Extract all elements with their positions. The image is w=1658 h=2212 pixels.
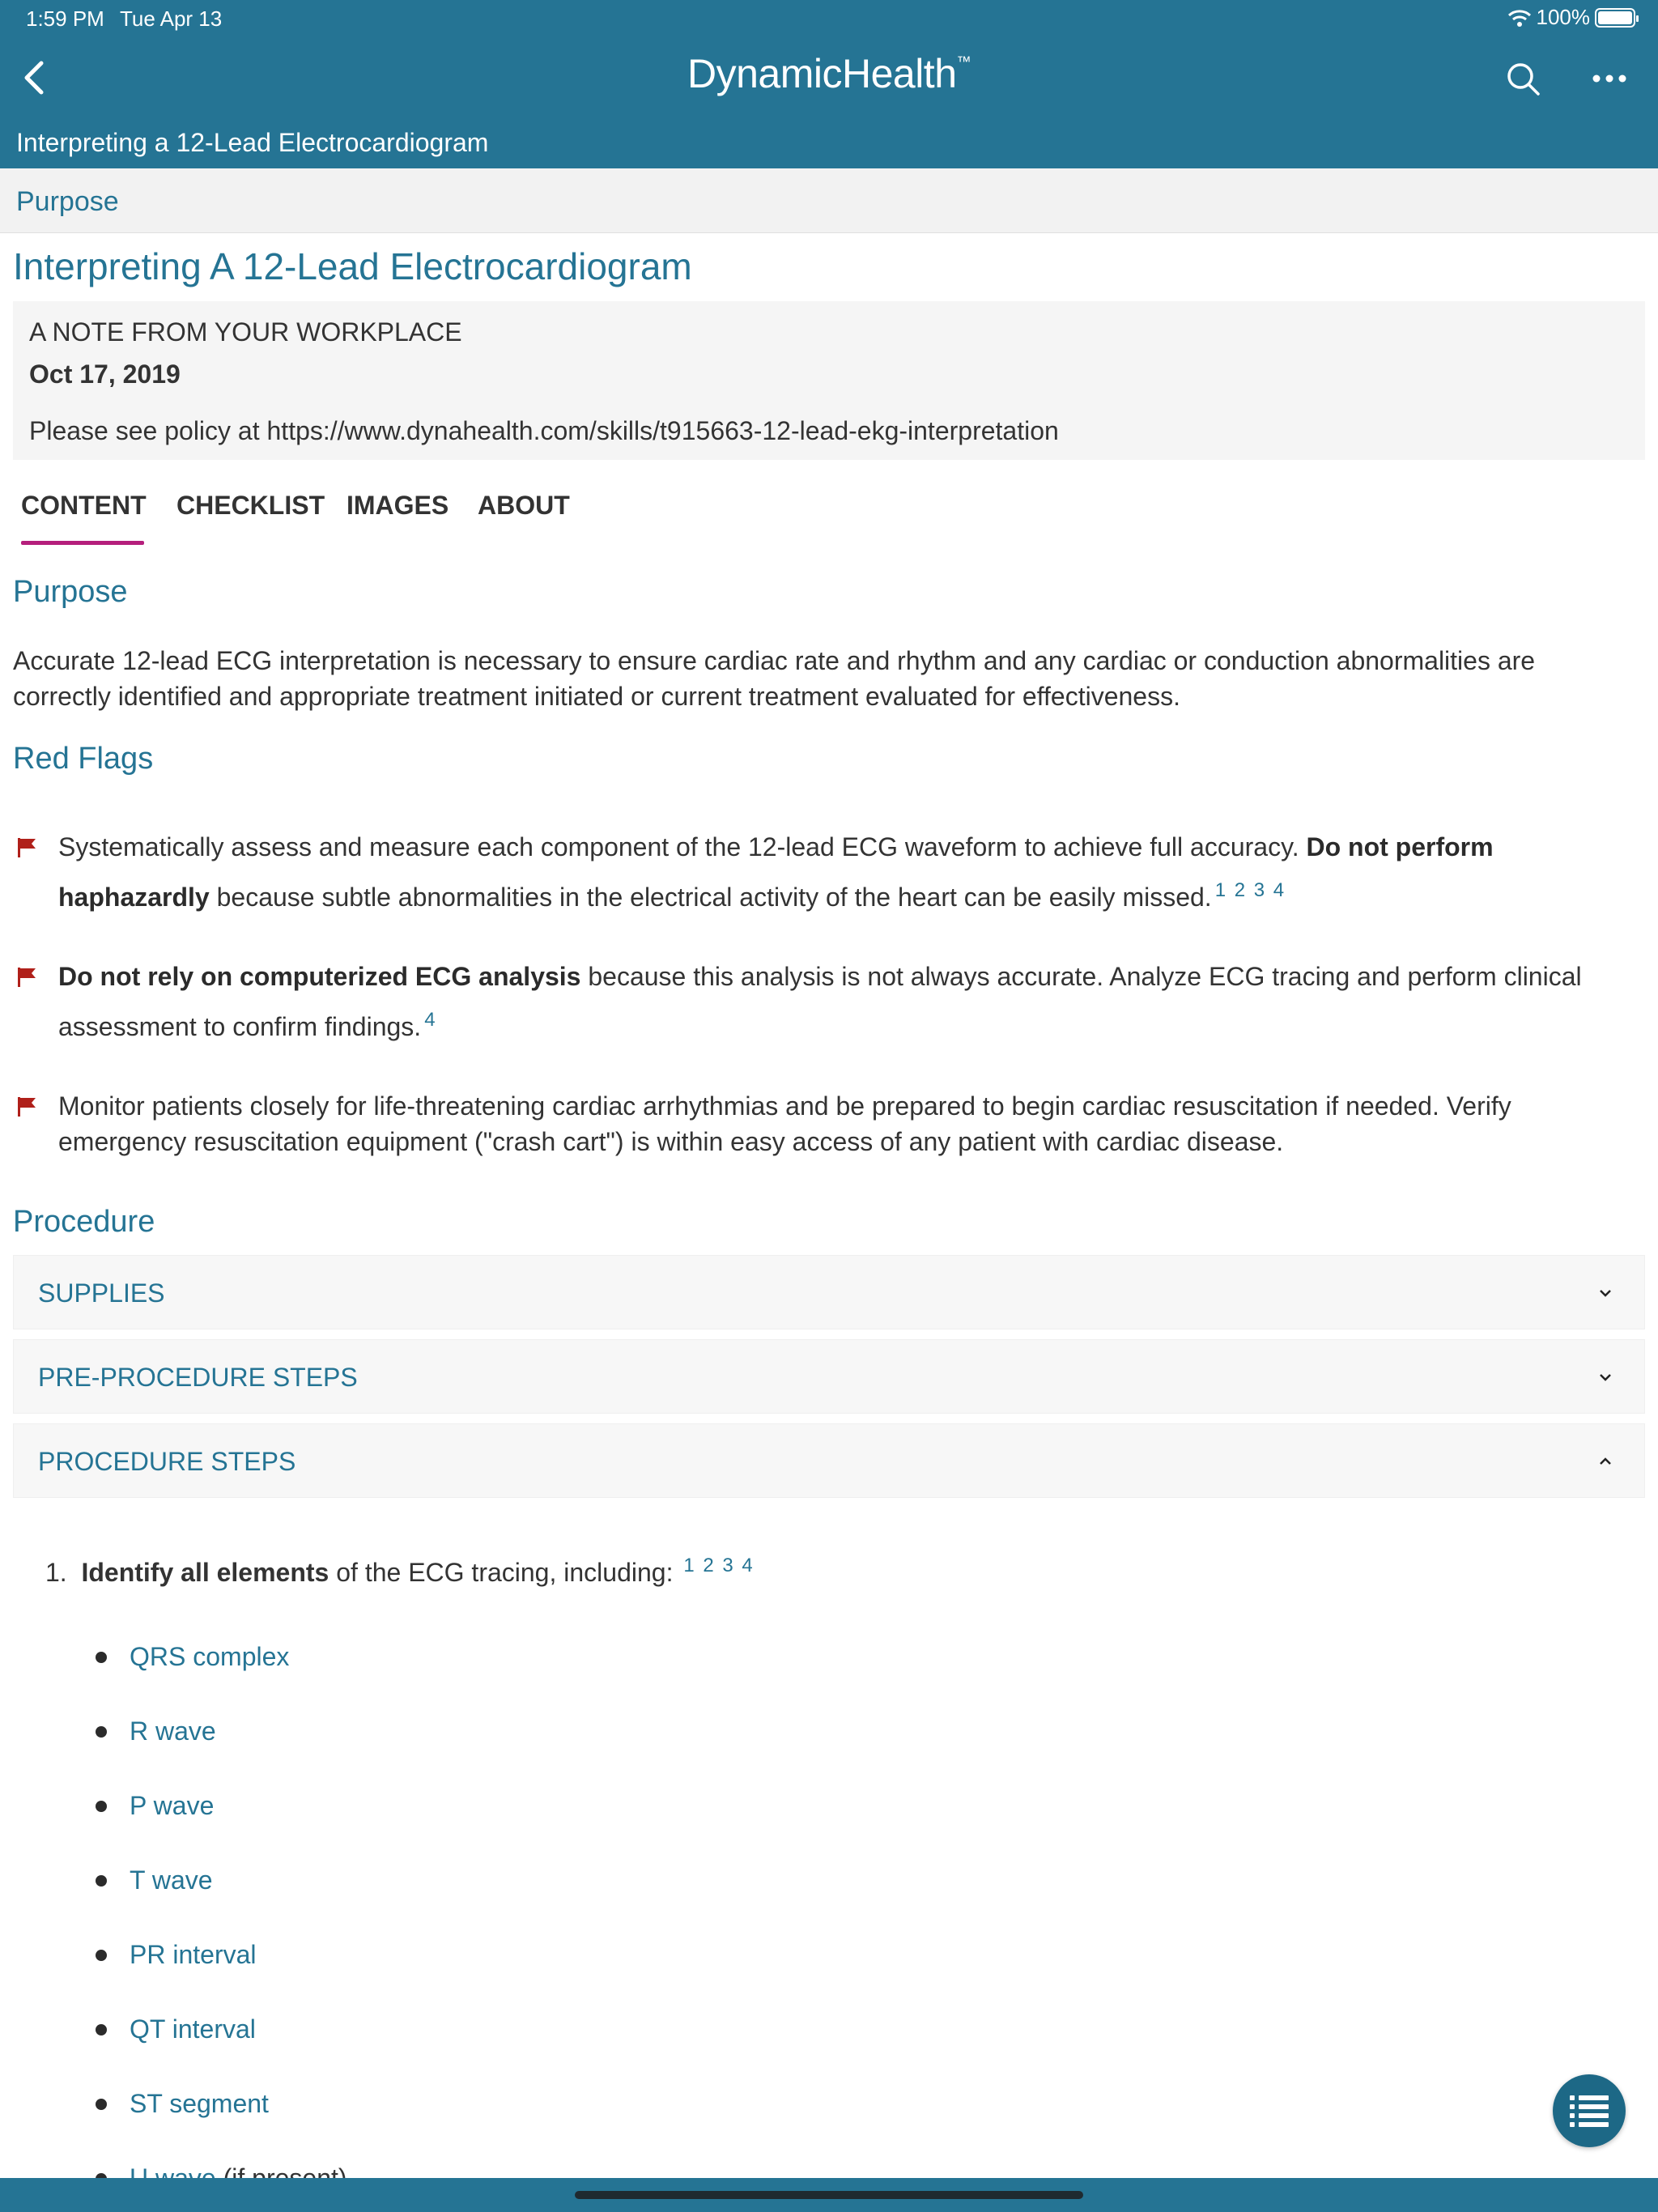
accordion-supplies-label: SUPPLIES bbox=[38, 1278, 165, 1308]
step-1-text: of the ECG tracing, including: bbox=[329, 1558, 681, 1587]
list-bullet bbox=[96, 1950, 107, 1961]
chevron-up-icon bbox=[1597, 1453, 1613, 1470]
red-flag-1-post: because subtle abnormalities in the electrical activity of the heart can be easily missed. bbox=[209, 883, 1212, 912]
search-icon bbox=[1506, 62, 1541, 97]
purpose-text: Accurate 12-lead ECG interpretation is necessary to ensure cardiac rate and rhythm and any cardiac or conduction abnormalities are correctly identified and appropriate treatment initiated or current treatment evaluated for effectiveness. bbox=[13, 646, 1536, 711]
red-flag-2-post: because this analysis is not always accurate. Analyze ECG tracing and perform clinical assessment to confirm findings. bbox=[58, 962, 1582, 1041]
battery-icon bbox=[1595, 8, 1635, 28]
app-header bbox=[0, 0, 1658, 168]
app-logo bbox=[0, 50, 1658, 97]
logo-trademark: ™ bbox=[956, 53, 971, 70]
accordion-pre-procedure-label: PRE-PROCEDURE STEPS bbox=[38, 1363, 358, 1392]
list-bullet bbox=[96, 2024, 107, 2035]
red-flags-heading: Red Flags bbox=[13, 742, 154, 776]
element-link-r-wave[interactable]: R wave bbox=[130, 1716, 216, 1746]
element-link-qrs-complex[interactable]: QRS complex bbox=[130, 1642, 290, 1671]
note-body: Please see policy at https://www.dynahealth.com/skills/t915663-12-lead-ekg-interpretation bbox=[29, 416, 1059, 445]
red-flag-1-pre: Systematically assess and measure each component of the 12-lead ECG waveform to achieve full accuracy. bbox=[58, 832, 1307, 861]
red-flag-item-1 bbox=[58, 826, 1637, 919]
step-1-bold: Identify all elements bbox=[81, 1558, 329, 1587]
element-link-pr-interval[interactable]: PR interval bbox=[130, 1940, 257, 1969]
workplace-note bbox=[13, 301, 1645, 460]
search-button[interactable] bbox=[1499, 55, 1548, 104]
list-bullet bbox=[96, 1652, 107, 1663]
flag-icon bbox=[16, 1095, 39, 1118]
red-flag-1-refs[interactable]: 1 2 3 4 bbox=[1214, 879, 1285, 901]
procedure-heading: Procedure bbox=[13, 1205, 155, 1239]
page-title: Interpreting A 12-Lead Electrocardiogram bbox=[13, 245, 692, 287]
element-link-st-segment[interactable]: ST segment bbox=[130, 2089, 269, 2118]
more-icon bbox=[1592, 74, 1627, 83]
red-flag-1-bold: Do not perform haphazardly bbox=[58, 832, 1494, 912]
procedure-step-1 bbox=[45, 1555, 753, 1588]
list-bullet bbox=[96, 1801, 107, 1812]
red-flag-2-refs[interactable]: 4 bbox=[424, 1009, 436, 1031]
tab-checklist[interactable]: CHECKLIST bbox=[176, 491, 325, 520]
accordion-pre-procedure-steps[interactable] bbox=[13, 1339, 1645, 1414]
accordion-supplies[interactable] bbox=[13, 1255, 1645, 1329]
content-tabs bbox=[0, 479, 1658, 552]
battery-percent: 100% bbox=[1536, 5, 1590, 29]
red-flag-item-2 bbox=[58, 955, 1637, 1049]
list-bullet bbox=[96, 1726, 107, 1738]
header-subtitle: Interpreting a 12-Lead Electrocardiogram bbox=[16, 128, 489, 157]
breadcrumb-purpose[interactable]: Purpose bbox=[16, 186, 119, 217]
wifi-icon bbox=[1507, 8, 1532, 28]
status-indicators bbox=[1507, 5, 1636, 30]
more-button[interactable] bbox=[1585, 58, 1634, 99]
toc-list-icon bbox=[1568, 2092, 1610, 2129]
element-link-qt-interval[interactable]: QT interval bbox=[130, 2014, 256, 2044]
note-date: Oct 17, 2019 bbox=[29, 359, 181, 389]
list-bullet bbox=[96, 2099, 107, 2110]
logo-dynamic: Dynamic bbox=[687, 51, 842, 96]
red-flag-item-3: Monitor patients closely for life-threatening cardiac arrhythmias and be prepared to begin cardiac resuscitation if needed. Verify emergency resuscitation equipment ("crash cart") is within easy access of any patient with cardiac disease. bbox=[58, 1091, 1511, 1156]
step-number: 1. bbox=[45, 1558, 67, 1587]
accordion-procedure-steps[interactable] bbox=[13, 1423, 1645, 1498]
flag-icon bbox=[16, 966, 39, 989]
note-title: A NOTE FROM YOUR WORKPLACE bbox=[29, 317, 462, 347]
active-tab-indicator bbox=[21, 541, 144, 545]
table-of-contents-button[interactable] bbox=[1553, 2074, 1626, 2147]
element-link-p-wave[interactable]: P wave bbox=[130, 1791, 215, 1820]
status-time: 1:59 PM bbox=[26, 6, 104, 31]
element-link-t-wave[interactable]: T wave bbox=[130, 1865, 213, 1895]
step-1-refs[interactable]: 1 2 3 4 bbox=[683, 1555, 753, 1576]
tab-content[interactable]: CONTENT bbox=[21, 491, 147, 520]
tab-images[interactable]: IMAGES bbox=[346, 491, 449, 520]
purpose-heading: Purpose bbox=[13, 575, 128, 609]
status-date: Tue Apr 13 bbox=[120, 6, 223, 31]
battery-fill bbox=[1598, 11, 1632, 24]
chevron-down-icon bbox=[1597, 1285, 1613, 1301]
home-indicator[interactable] bbox=[575, 2191, 1083, 2199]
chevron-down-icon bbox=[1597, 1369, 1613, 1385]
accordion-procedure-steps-label: PROCEDURE STEPS bbox=[38, 1447, 296, 1476]
flag-icon bbox=[16, 836, 39, 859]
list-bullet bbox=[96, 1875, 107, 1887]
logo-health: Health bbox=[841, 51, 957, 96]
section-breadcrumb bbox=[0, 168, 1658, 233]
red-flag-2-bold: Do not rely on computerized ECG analysis bbox=[58, 962, 581, 991]
tab-about[interactable]: ABOUT bbox=[478, 491, 570, 520]
